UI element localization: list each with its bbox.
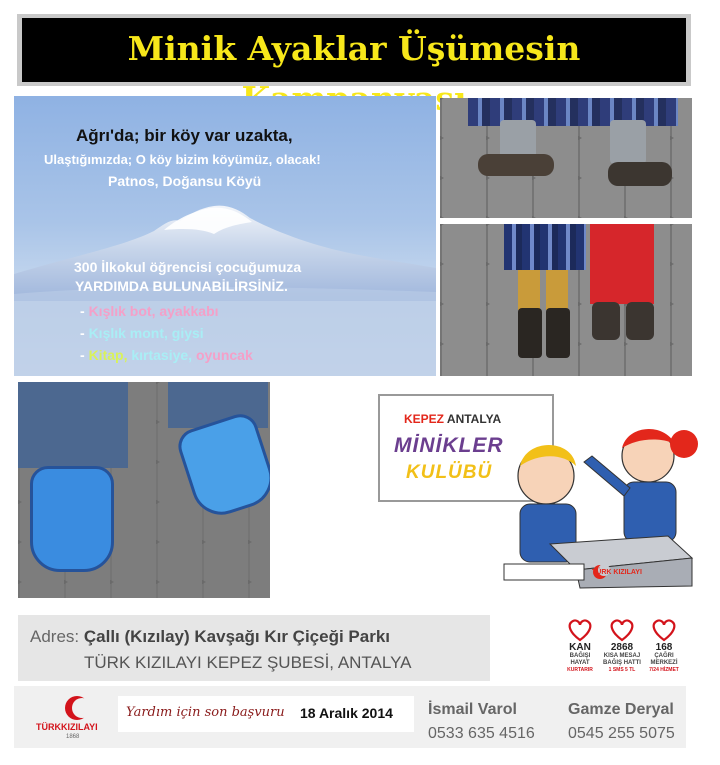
contact-ismail: [428, 701, 548, 749]
list-dash: -: [80, 303, 89, 319]
donation-box-label: TÜRK KIZILAYI: [592, 569, 642, 576]
mountain-sky-panel: [14, 96, 436, 376]
badge-text: 7/24 HİZMET: [649, 667, 679, 673]
envelope-heart-icon: [607, 618, 637, 642]
badge-text: 168: [655, 642, 673, 653]
list-dash: -: [80, 325, 89, 341]
phone-heart-icon: [649, 618, 679, 642]
info-badge: [602, 616, 642, 680]
info-badges: [560, 616, 686, 680]
badge-text: 1 SMS 5 TL: [608, 667, 636, 673]
info-badge: [560, 616, 600, 680]
needs-list: [80, 300, 253, 366]
photo-child-feet-2: [440, 224, 692, 376]
badge-text: KURTARIR: [567, 667, 593, 673]
list-item-text: Kitap,: [88, 347, 128, 363]
badge-text: KISA MESAJ: [603, 653, 641, 659]
village-name: Patnos, Doğansu Köyü: [108, 173, 262, 189]
needs-list-item: [80, 322, 253, 344]
badge-text: KAN: [569, 642, 591, 653]
address-box: [18, 615, 490, 681]
red-crescent-icon: [60, 694, 94, 722]
campaign-title: Minik Ayaklar Üşümesin: [127, 29, 581, 68]
badge-text: MERKEZİ: [650, 660, 678, 666]
needs-list-item: [80, 300, 253, 322]
badge-text: HAYAT: [570, 660, 590, 666]
contact-name: İsmail Varol: [428, 701, 517, 718]
contact-phone: 0545 255 5075: [568, 725, 675, 742]
club-name-line-2: KULÜBÜ: [406, 462, 493, 483]
deadline-date: 18 Aralık 2014: [300, 705, 393, 721]
kizilay-logo-text: TÜRKKIZILAYI: [36, 722, 98, 732]
address-line-2: TÜRK KIZILAYI KEPEZ ŞUBESİ, ANTALYA: [84, 653, 412, 672]
address-label: Adres:: [30, 627, 80, 646]
list-dash: -: [80, 347, 89, 363]
badge-text: 2868: [610, 642, 634, 653]
title-banner: [22, 18, 686, 82]
info-badge: [644, 616, 684, 680]
children-cartoon: [480, 418, 712, 590]
contact-name: Gamze Deryal: [568, 701, 674, 718]
contact-phone: 0533 635 4516: [428, 725, 535, 742]
appeal-line-2: YARDIMDA BULUNABİLİRSİNİZ.: [75, 278, 288, 294]
kizilay-logo-year: 1868: [66, 734, 80, 740]
address-line-1: Çallı (Kızılay) Kavşağı Kır Çiçeği Parkı: [83, 627, 390, 646]
list-item-text: Kışlık bot, ayakkabı: [88, 303, 219, 319]
poem-line-1: Ağrı'da; bir köy var uzakta,: [76, 126, 293, 145]
heart-drop-icon: [565, 618, 595, 642]
deadline-box: [118, 696, 414, 732]
club-name-line-1: MİNİKLER: [394, 434, 504, 457]
club-brand-antalya: ANTALYA: [444, 412, 502, 426]
list-item-text: kırtasiye,: [127, 347, 193, 363]
badge-text: BAĞIŞI: [569, 653, 591, 659]
poem-line-2: Ulaştığımızda; O köy bizim köyümüz, olacak!: [44, 152, 321, 167]
appeal-line-1: 300 İlkokul öğrencisi çocuğumuza: [74, 259, 302, 275]
badge-text: BAĞIŞ HATTI: [603, 660, 641, 666]
photo-child-feet-1: [440, 98, 692, 218]
list-item-text: oyuncak: [192, 347, 253, 363]
deadline-label: Yardım için son başvuru: [126, 705, 285, 720]
club-brand-kepez: KEPEZ: [404, 412, 445, 426]
contact-gamze: [568, 701, 688, 749]
list-item-text: Kışlık mont, giysi: [88, 325, 204, 341]
badge-text: ÇAĞRI: [654, 653, 674, 659]
photo-worn-sneakers: [18, 382, 270, 598]
needs-list-item: [80, 344, 253, 366]
